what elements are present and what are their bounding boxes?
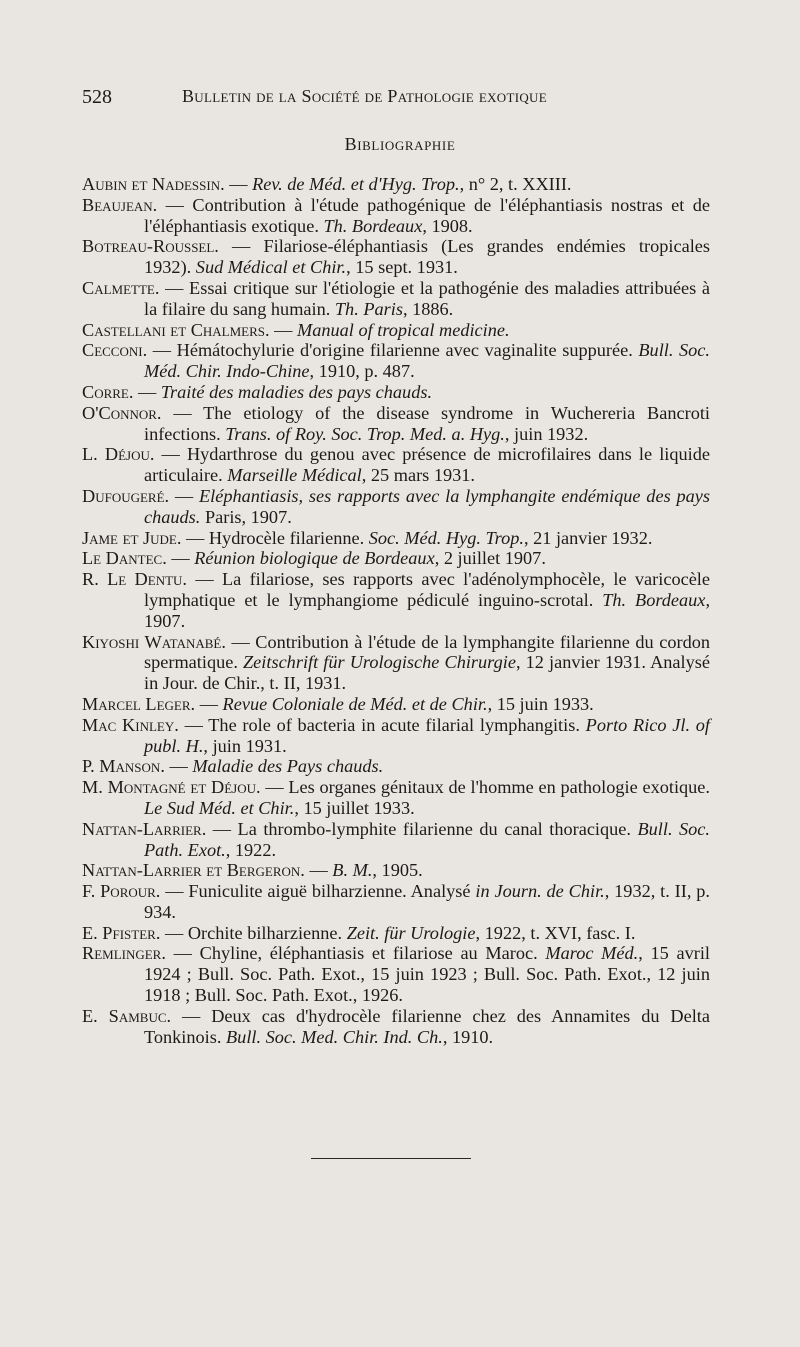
entry-text: — Contribution à l'étude de la lymphangite filarienne du cordon spermatique. [144, 631, 711, 673]
entry-author: Nattan-Larrier et Bergeron. [82, 860, 305, 881]
entry-source: Marseille Médical [227, 465, 362, 486]
journal-title: Bulletin de la Société de Pathologie exotique [182, 86, 547, 106]
entry-author: Remlinger. [82, 943, 166, 964]
entry-source: Maladie des Pays chauds. [192, 756, 384, 777]
bibliography-entry [82, 278, 710, 320]
bibliography-entry [82, 236, 710, 278]
running-head [82, 86, 722, 116]
entry-details: , n° 2, t. XXIII. [459, 174, 572, 194]
entry-text: — Contribution à l'étude pathogénique de l'éléphantiasis nostras et de l'éléphantiasis exotique. [144, 194, 710, 236]
entry-author: Castellani et Chalmers. [82, 319, 270, 340]
entry-source: Bull. Soc. Med. Chir. Ind. Ch. [226, 1026, 443, 1047]
entry-details: , 15 sept. 1931. [346, 257, 458, 278]
entry-text: — [304, 860, 333, 881]
entry-source: Zeit. für Urologie [346, 922, 476, 943]
entry-author: Calmette. [82, 277, 160, 298]
entry-details: , 1910. [442, 1026, 494, 1047]
bibliography-entry [82, 819, 710, 861]
entry-text: — Orchite bilharzienne. [160, 922, 347, 943]
entry-text: — [133, 381, 161, 402]
bibliography-entry [82, 694, 710, 715]
entry-author: Dufougeré. [82, 485, 170, 506]
entry-details: , 12 janvier 1931. Analysé in Jour. de Chir., t. II, 1931. [144, 652, 710, 694]
entry-details: , juin 1932. [504, 423, 589, 444]
bibliography-entry [82, 174, 710, 195]
entry-author: E. Pfister. [82, 922, 161, 943]
bibliography-entry [82, 444, 710, 486]
entry-details: , 2 juillet 1907. [434, 548, 546, 569]
entry-text: — The role of bacteria in acute filarial lymphangitis. [178, 714, 586, 735]
entry-source: Zeitschrift für Urologische Chirurgie [243, 652, 516, 673]
entry-text: — [269, 319, 298, 340]
entry-author: Nattan-Larrier. [82, 818, 207, 839]
entry-text: — Chyline, éléphantiasis et filariose au Maroc. [165, 943, 546, 964]
bibliography-entry [82, 1006, 710, 1048]
bibliography-entry [82, 195, 710, 237]
entry-author: Kiyoshi Watanabé. [82, 631, 226, 652]
bibliography-entry [82, 756, 710, 777]
bibliography-entry [82, 548, 710, 569]
entry-source: Revue Coloniale de Méd. et de Chir. [222, 693, 488, 714]
entry-text: — Hydarthrose du genou avec présence de microfilaires dans le liquide articulaire. [144, 444, 710, 486]
entry-text: — [169, 485, 199, 506]
entry-details: , 1886. [402, 298, 454, 319]
entry-author: O'Connor. [82, 402, 162, 423]
entry-author: Marcel Leger. [82, 693, 196, 714]
bibliography-entry [82, 632, 710, 694]
entry-details: , 1905. [372, 860, 423, 881]
entry-source: Eléphantiasis, ses rapports avec la lymphangite endémique des pays chauds. [144, 485, 710, 527]
bibliography-entry [82, 340, 710, 382]
entry-text: — The etiology of the disease syndrome in Wuchereria Bancroti infections. [144, 402, 710, 444]
entry-text: — [166, 548, 195, 569]
bibliography-entry [82, 403, 710, 445]
entry-source: in Journ. de Chir. [475, 881, 605, 902]
entry-text: — Hydrocèle filarienne. [181, 527, 369, 548]
entry-details: , 15 avril 1924 ; Bull. Soc. Path. Exot., 15 juin 1923 ; Bull. Soc. Path. Exot., 12 juin 1918 ; Bull. Soc. Path. Exot., 1926. [144, 943, 710, 1006]
bibliography-entry [82, 777, 710, 819]
bibliography-entry [82, 715, 710, 757]
entry-author: Cecconi. [82, 340, 148, 361]
entry-details: , 1910, p. 487. [309, 361, 415, 382]
entry-author: E. Sambuc. [82, 1005, 172, 1026]
entry-source: Maroc Méd. [545, 943, 639, 964]
entry-source: Traité des maladies des pays chauds. [160, 381, 433, 402]
entry-source: Bull. Soc. Path. Exot. [144, 818, 710, 860]
entry-author: F. Porour. [82, 881, 161, 902]
entry-source: Porto Rico Jl. of publ. H. [144, 714, 711, 756]
entry-text: — Funiculite aiguë bilharzienne. Analysé [160, 881, 476, 902]
page-number: 528 [82, 86, 112, 108]
entry-details: , 1922, t. XVI, fasc. I. [475, 922, 636, 943]
entry-source: Trans. of Roy. Soc. Trop. Med. a. Hyg. [225, 423, 505, 444]
entry-text: — La filariose, ses rapports avec l'adénolymphocèle, le varicocèle lymphatique et le lymphangiome pédiculé inguino-scrotal. [144, 569, 711, 610]
entry-author: Botreau-Roussel. [82, 236, 219, 257]
entry-source: Réunion biologique de Bordeaux [194, 548, 435, 569]
entry-author: R. Le Dentu. [82, 569, 187, 590]
entry-details: , 1932, t. II, p. 934. [144, 881, 710, 922]
entry-author: Beaujean. [82, 194, 158, 215]
entry-details: , 25 mars 1931. [361, 465, 475, 486]
bibliography-entry [82, 943, 710, 1005]
entry-source: Sud Médical et Chir. [195, 257, 347, 278]
entry-text: — Deux cas d'hydrocèle filarienne chez des Annamites du Delta Tonkinois. [144, 1005, 710, 1047]
entry-source: Soc. Méd. Hyg. Trop. [368, 527, 524, 548]
entry-author: Corre. [82, 381, 134, 402]
entry-details: , 15 juin 1933. [487, 693, 594, 714]
entry-details: , juin 1931. [203, 735, 287, 756]
entry-details: , 1907. [144, 589, 711, 631]
bibliography-entry [82, 881, 710, 923]
bibliography-entry [82, 382, 710, 403]
entry-text: — Hémátochylurie d'origine filarienne avec vaginalite suppurée. [147, 340, 639, 361]
entry-details: , 21 janvier 1932. [523, 527, 653, 548]
entry-author: M. Montagné et Déjou. [82, 777, 261, 798]
entry-text: — Essai critique sur l'étiologie et la pathogénie des maladies attribuées à la filaire du sang humain. [144, 277, 710, 319]
entry-text: — [195, 693, 223, 714]
entry-text: — [224, 174, 253, 194]
entry-text: — Filariose-éléphantiasis (Les grandes endémies tropicales 1932). [144, 236, 710, 278]
entry-source: Bull. Soc. Méd. Chir. Indo-Chine [144, 340, 710, 382]
entry-source: Manual of tropical medicine. [297, 319, 510, 340]
entry-details: , 1922. [225, 839, 277, 860]
entry-source: B. M. [332, 860, 373, 881]
section-title: Bibliographie [344, 134, 456, 154]
entry-author: Le Dantec. [82, 548, 167, 569]
entry-author: P. Manson. [82, 756, 165, 777]
bibliography-list [82, 174, 710, 1047]
entry-text: — Les organes génitaux de l'homme en pathologie exotique. [260, 777, 710, 798]
entry-source: Th. Paris [334, 298, 403, 319]
entry-text: — [164, 756, 193, 777]
entry-author: Mac Kinley. [82, 714, 179, 735]
bibliography-entry [82, 923, 710, 944]
entry-text: — La thrombo-lymphite filarienne du canal thoracique. [206, 818, 638, 839]
entry-details: , 15 juillet 1933. [294, 797, 415, 818]
entry-source: Th. Bordeaux [602, 589, 706, 610]
entry-source: Th. Bordeaux [323, 215, 423, 236]
bibliography-entry [82, 860, 710, 881]
bibliography-entry [82, 320, 710, 341]
entry-source: Rev. de Méd. et d'Hyg. Trop. [252, 174, 460, 194]
bibliography-entry [82, 528, 710, 549]
bibliography-entry [82, 486, 710, 528]
entry-details: , 1908. [422, 215, 473, 236]
entry-author: Jame et Jude. [82, 527, 182, 548]
entry-author: L. Déjou. [82, 444, 155, 465]
entry-source: Le Sud Méd. et Chir. [144, 797, 295, 818]
entry-details: Paris, 1907. [200, 506, 292, 527]
closing-rule [311, 1158, 471, 1159]
bibliography-entry [82, 569, 710, 631]
entry-author: Aubin et Nadessin. [82, 174, 225, 194]
